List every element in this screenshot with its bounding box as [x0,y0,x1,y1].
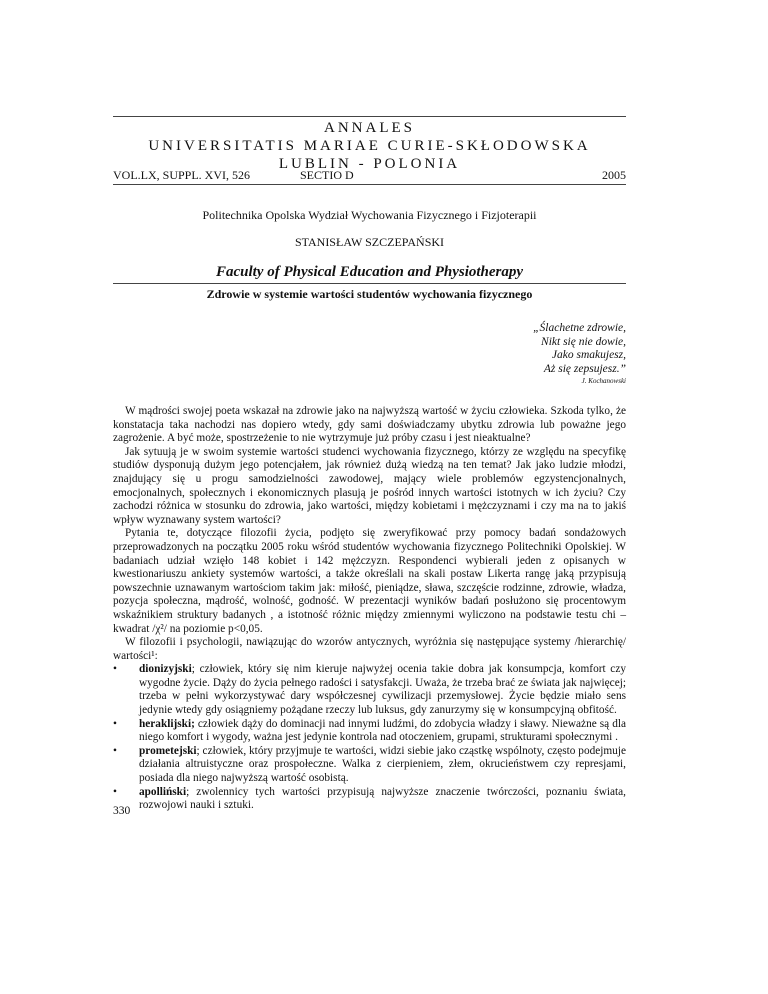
bullet-icon: • [113,663,117,676]
issue-meta [113,168,626,182]
list-item [113,745,626,786]
paragraph: W mądrości swojej poeta wskazał na zdrowie jako na najwyższą wartość w życiu człowieka. Szkoda tylko, że konstatacja taka nachodzi nas dopiero wtedy, gdy sami doświadczamy ubytku zdrowia lub poważne jego zagrożenie. A być może, spostrzeżenie to nie wytrzymuje już próby czasu i jest nieaktualne? [113,405,626,445]
author-name: STANISŁAW SZCZEPAŃSKI [294,235,445,249]
epigraph-line: Nikt się nie dowie, [541,335,626,348]
paragraph: W filozofii i psychologii, nawiązując do wzorów antycznych, wyróżnia się następujące systemy /hierarchię/ wartości¹: [113,636,626,662]
list-text: ; zwolennicy tych wartości przypisują najwyższe znaczenie twórczości, poznaniu świata, rozwojowi nauki i sztuki. [139,785,626,812]
epigraph-author: J. Kochanowski [581,377,626,385]
affiliation: Politechnika Opolska Wydział Wychowania Fizycznego i Fizjoterapii [202,208,537,222]
paragraph: Pytania te, dotyczące filozofii życia, podjęto się zweryfikować przy pomocy badań sondażowych przeprowadzonych na początku 2005 roku wśród studentów wychowania fizycznego Politechniki Opolskiej. W badaniach udział wzięło 148 kobiet i 142 mężczyzn. Respondenci wybierali jeden z opisanych w kwestionariuszu ankiety systemów wartości, a także określali na skali postaw Likerta rangę jaką przypisują powszechnie uznawanym wartościom takim jak: miłość, pieniądze, sława, szczęście rodzinne, zdrowie, władza, pozycja społeczna, mądrość, wolność, godność. W prezentacji wyników badań posłużono się procentowym wskaźnikiem struktury badanych , a istotność różnic między zmiennymi wyliczono na podstawie testu chi – kwadrat /χ²/ na poziomie p<0,05. [113,527,626,635]
list-text: człowiek dąży do dominacji nad innymi ludźmi, do zdobycia władzy i sławy. Nieważne są dla niego komfort i wygody, ważna jest jedynie kontrola nad otoczeniem, grupami, strukturami społecznymi . [139,717,626,744]
list-text: ; człowiek, który się nim kieruje najwyżej ocenia takie dobra jak konsumpcja, komfort czy wygodne życie. Dąży do życia pełnego radości i satysfakcji. Uważa, że trzeba brać ze świata jak najwięcej; trzeba w pełni wykorzystywać dary współczesnej cywilizacji przemysłowej. Życie będzie miało sens jedynie wtedy gdy osiągniemy pożądane rzeczy lub luksus, gdy zanurzymy się w konsumpcyjną obfitość. [139,663,626,717]
bullet-icon: • [113,717,117,730]
year-label: 2005 [602,168,626,182]
epigraph-line: „Ślachetne zdrowie, [533,322,626,334]
bullet-icon: • [113,744,117,757]
bullet-icon: • [113,785,117,798]
article-subtitle: Zdrowie w systemie wartości studentów wychowania fizycznego [206,287,533,301]
page-number: 330 [113,805,131,817]
list-term: prometejski [139,744,197,757]
masthead-line-3: LUBLIN - POLONIA [278,156,461,172]
list-term: heraklijski; [139,717,195,730]
section-label: SECTIO D [300,168,354,182]
volume-label: VOL.LX, SUPPL. XVI, 526 [113,168,251,182]
value-systems-list [113,663,626,813]
article-body [113,405,626,813]
list-item [113,718,626,745]
list-term: apolliński [139,785,187,798]
title-rule [113,283,626,284]
meta-rule [113,184,626,185]
epigraph-line: Jako smakujesz, [551,349,626,361]
list-term: dionizyjski [139,663,192,676]
article-title: Faculty of Physical Education and Physiotherapy [215,264,524,280]
masthead-line-2: UNIVERSITATIS MARIAE CURIE-SKŁODOWSKA [148,138,591,154]
masthead-line-1: ANNALES [324,120,415,136]
list-item [113,786,626,813]
top-rule [113,116,626,117]
paragraph: Jak sytuują je w swoim systemie wartości studenci wychowania fizycznego, którzy ze względu na specyfikę studiów dysponują dużym jego potencjałem, jak również dużą wiedzą na ten temat? Jak jako ludzie młodzi, znajdujący się u progu samodzielności zawodowej, mający wiele problemów egzystencjonalnych, emocjonalnych, społecznych i ekonomicznych plasują je pośród innych wartości istotnych w ich życiu? Czy zachodzi różnica w stosunku do zdrowia, jako wartości, między kobietami i mężczyznami i czy ma na to jakiś wpływ wyznawany system wartości? [113,445,626,526]
epigraph [533,322,626,386]
list-item [113,663,626,717]
epigraph-line: Aż się zepsujesz.” [543,362,626,375]
list-text: ; człowiek, który przyjmuje te wartości, widzi siebie jako cząstkę wspólnoty, często podejmuje działania altruistyczne oraz prospołeczne. Walka z cierpieniem, złem, okrucieństwem czy represjami, posiada dla niego najwyższą wartość osobistą. [139,744,626,785]
